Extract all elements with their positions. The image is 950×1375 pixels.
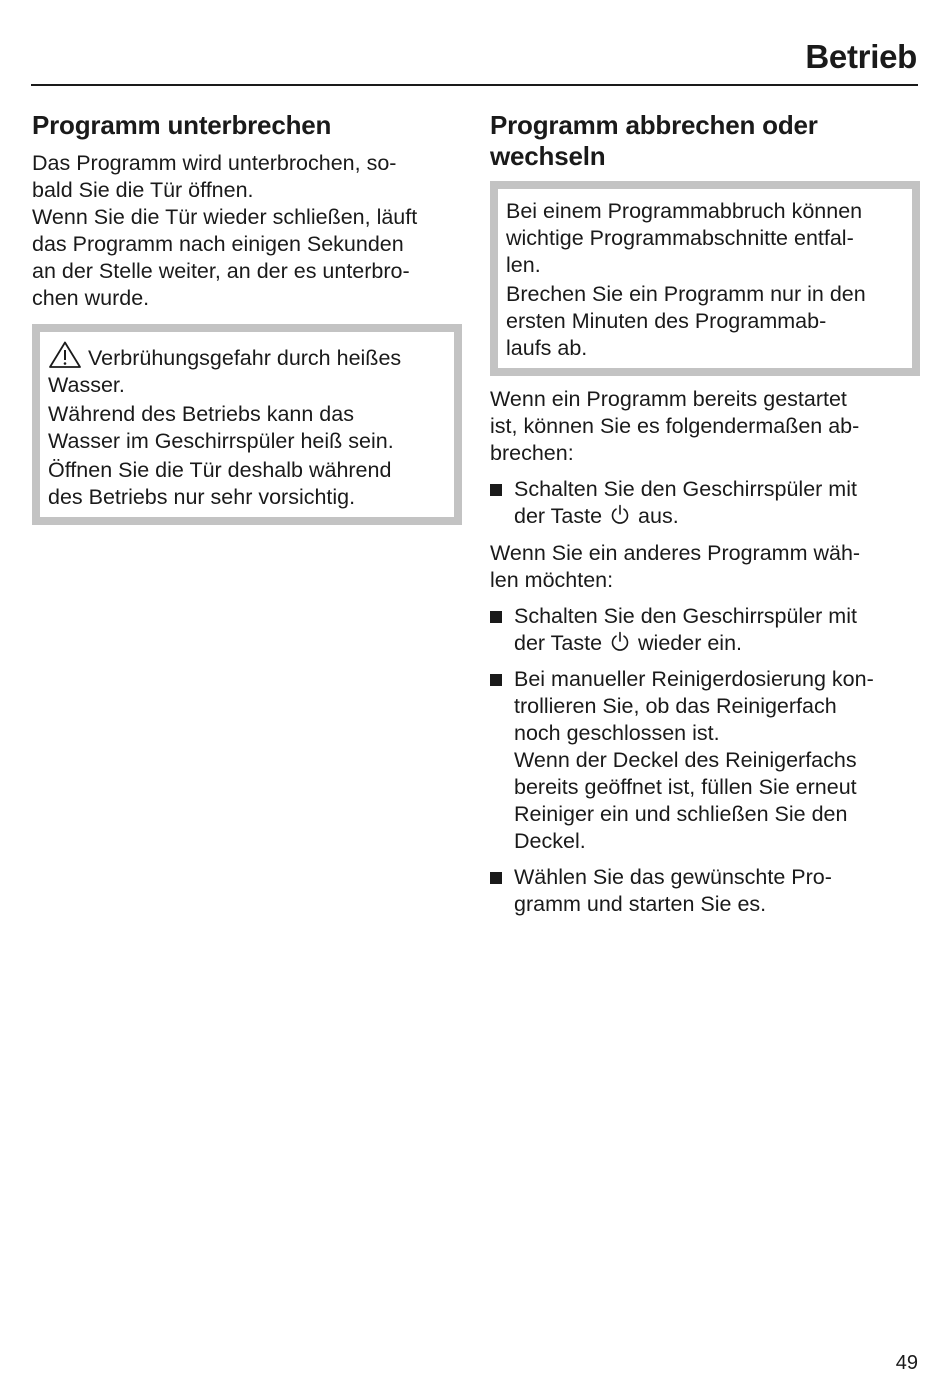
warning-line: des Betriebs nur sehr vorsichtig. (48, 485, 356, 509)
list-item (490, 476, 920, 530)
bullet-square-icon (490, 484, 502, 496)
step-text: Wenn der Deckel des Reinigerfachs (514, 748, 857, 772)
cancel-intro-line: brechen: (490, 441, 574, 465)
heading-line: Programm abbrechen oder (490, 110, 818, 140)
intro-line: Das Programm wird unterbrochen, so- (32, 151, 397, 175)
page-number: 49 (895, 1352, 918, 1374)
power-icon (610, 504, 630, 526)
notice-box (490, 181, 920, 376)
warning-title: Verbrühungsgefahr durch heißes (88, 346, 402, 370)
intro-line: bald Sie die Tür öffnen. (32, 178, 254, 202)
intro-line: an der Stelle weiter, an der es unterbro- (32, 259, 410, 283)
section-title: Betrieb (805, 38, 917, 75)
warning-line: Während des Betriebs kann das (48, 402, 354, 426)
power-icon (610, 631, 630, 653)
list-item (490, 603, 920, 657)
change-intro (490, 540, 920, 594)
warning-line: Wasser. (48, 373, 125, 397)
right-column (490, 110, 920, 927)
notice-line: Bei einem Programmabbruch können (506, 199, 863, 223)
heading-line: wechseln (490, 141, 606, 171)
intro-paragraph (32, 150, 462, 312)
cancel-intro (490, 386, 920, 467)
intro-line: chen wurde. (32, 286, 150, 310)
step-text: trollieren Sie, ob das Reinigerfach (514, 694, 837, 718)
list-item (490, 666, 920, 855)
step-text: Wählen Sie das gewünschte Pro- (514, 865, 832, 889)
cancel-intro-line: Wenn ein Programm bereits gestartet (490, 387, 847, 411)
notice-line: laufs ab. (506, 336, 588, 360)
intro-line: das Programm nach einigen Sekunden (32, 232, 404, 256)
step-text: Bei manueller Reinigerdosierung kon- (514, 667, 874, 691)
warning-title-line (48, 341, 446, 372)
step-text: der Taste (514, 631, 603, 655)
change-intro-line: Wenn Sie ein anderes Programm wäh- (490, 541, 861, 565)
header-divider (31, 84, 918, 86)
warning-box (32, 324, 462, 525)
notice-line: Brechen Sie ein Programm nur in den (506, 282, 866, 306)
intro-line: Wenn Sie die Tür wieder schließen, läuft (32, 205, 418, 229)
step-text: Schalten Sie den Geschirrspüler mit (514, 477, 857, 501)
heading-programm-unterbrechen: Programm unterbrechen (32, 110, 332, 140)
left-column (32, 110, 462, 525)
step-text: noch geschlossen ist. (514, 721, 720, 745)
warning-triangle-icon (48, 341, 82, 369)
change-intro-line: len möchten: (490, 568, 614, 592)
notice-line: ersten Minuten des Programmab- (506, 309, 827, 333)
heading-programm-abbrechen (490, 110, 920, 172)
notice-line: wichtige Programmabschnitte entfal- (506, 226, 854, 250)
step-text: bereits geöffnet ist, füllen Sie erneut (514, 775, 857, 799)
step-text: der Taste (514, 504, 603, 528)
cancel-steps (490, 476, 920, 530)
step-text: wieder ein. (638, 631, 743, 655)
bullet-square-icon (490, 611, 502, 623)
notice-line: len. (506, 253, 541, 277)
bullet-square-icon (490, 872, 502, 884)
step-text: gramm und starten Sie es. (514, 892, 767, 916)
step-text: aus. (638, 504, 679, 528)
step-text: Deckel. (514, 829, 586, 853)
cancel-intro-line: ist, können Sie es folgendermaßen ab- (490, 414, 860, 438)
step-text: Reiniger ein und schließen Sie den (514, 802, 848, 826)
warning-line: Wasser im Geschirrspüler heiß sein. (48, 429, 394, 453)
change-steps (490, 603, 920, 918)
warning-line: Öffnen Sie die Tür deshalb während (48, 458, 392, 482)
bullet-square-icon (490, 674, 502, 686)
list-item (490, 864, 920, 918)
step-text: Schalten Sie den Geschirrspüler mit (514, 604, 857, 628)
